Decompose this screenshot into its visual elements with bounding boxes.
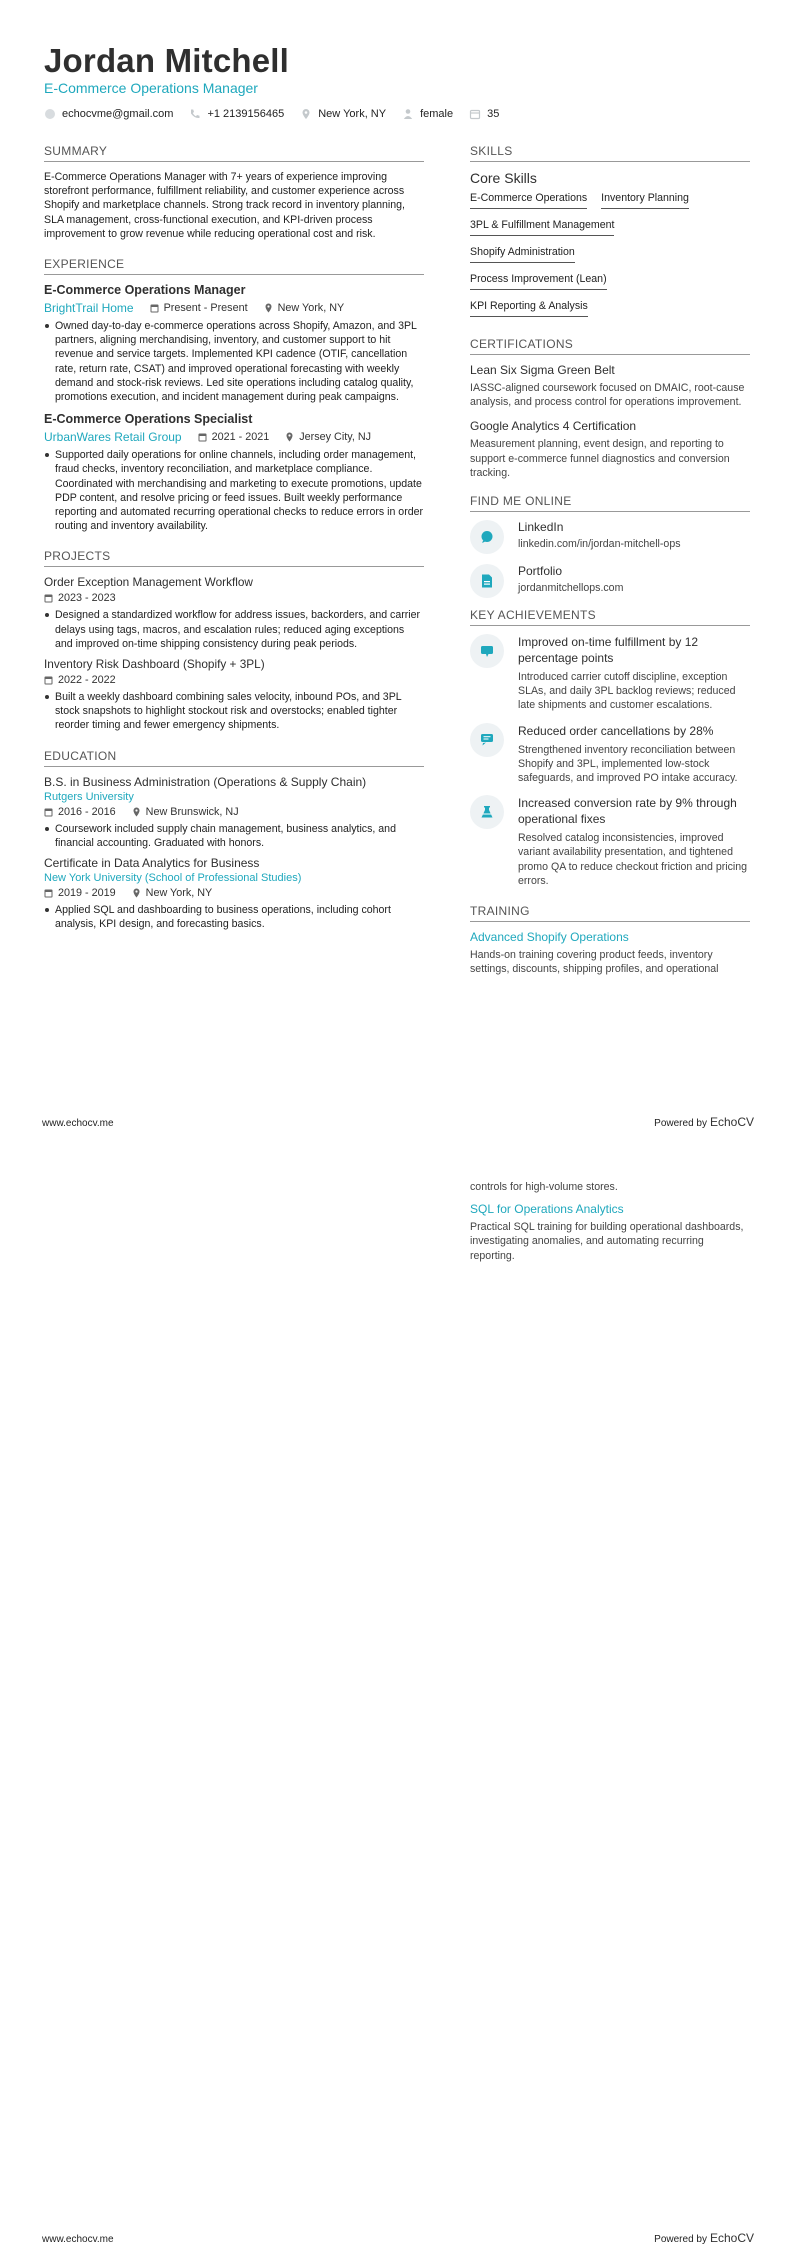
- education-bullet: Applied SQL and dashboarding to business operations, including cohort analysis, KPI design, and forecasting basics.: [44, 903, 424, 931]
- contact-phone-text: +1 2139156465: [207, 108, 285, 120]
- contact-age: [469, 108, 499, 120]
- left-column: [44, 144, 424, 931]
- education-dates: [44, 806, 116, 818]
- job-location-text: New York, NY: [277, 302, 345, 315]
- training-desc: Hands-on training covering product feeds, inventory settings, discounts, shipping profiles, and operational: [470, 949, 719, 976]
- education-heading: EDUCATION: [44, 749, 424, 767]
- education-bullets: [44, 822, 424, 850]
- candidate-role: E-Commerce Operations Manager: [44, 80, 258, 96]
- experience-heading: EXPERIENCE: [44, 257, 424, 275]
- find-me-heading: FIND ME ONLINE: [470, 494, 750, 512]
- job-dates: [198, 431, 270, 443]
- achievement-title: Reduced order cancellations by 28%: [518, 723, 714, 738]
- cert-desc: Measurement planning, event design, and reporting to support e-commerce funnel diagnostics and conversion tracking.: [470, 438, 730, 479]
- skills-tags: [470, 192, 750, 327]
- contact-email[interactable]: [44, 108, 173, 120]
- education-section: [44, 749, 424, 932]
- projects-heading: PROJECTS: [44, 549, 424, 567]
- cert-desc: IASSC-aligned coursework focused on DMAIC, root-cause analysis, and process control for operations improvement.: [470, 382, 745, 409]
- company-name: UrbanWares Retail Group: [44, 430, 182, 445]
- location-pin-icon: [285, 432, 294, 442]
- skills-heading: SKILLS: [470, 144, 750, 162]
- achievement-item: [470, 795, 750, 888]
- degree-title: B.S. in Business Administration (Operations & Supply Chain): [44, 774, 367, 789]
- job-location: [264, 302, 345, 314]
- contact-age-text: 35: [487, 108, 500, 120]
- achievement-title: Increased conversion rate by 9% through operational fixes: [518, 796, 737, 827]
- project-title: Order Exception Management Workflow: [44, 575, 253, 590]
- training-desc-continued: controls for high-volume stores.: [470, 1181, 618, 1193]
- experience-item: [44, 283, 424, 404]
- project-dates: [44, 592, 116, 604]
- skill-tag: Process Improvement (Lean): [470, 273, 607, 290]
- message-lines-icon: [470, 723, 504, 757]
- skill-tag: E-Commerce Operations: [470, 192, 587, 209]
- job-title: E-Commerce Operations Specialist: [44, 412, 253, 427]
- skill-tag: Shopify Administration: [470, 246, 575, 263]
- email-icon: [44, 108, 56, 120]
- project-bullets: [44, 608, 424, 651]
- education-meta: [44, 806, 424, 818]
- achievement-item: [470, 723, 750, 786]
- education-dates-text: 2019 - 2019: [58, 887, 116, 900]
- skills-section: [470, 144, 750, 327]
- project-dates-text: 2022 - 2022: [58, 674, 116, 687]
- training-section: [470, 904, 750, 976]
- job-dates-text: 2021 - 2021: [211, 431, 270, 444]
- education-dates-text: 2016 - 2016: [58, 805, 116, 818]
- job-title: E-Commerce Operations Manager: [44, 283, 246, 298]
- summary-section: [44, 144, 424, 241]
- projects-section: [44, 549, 424, 732]
- contact-bar: [44, 108, 515, 120]
- contact-gender: [402, 108, 453, 120]
- find-me-label: Portfolio: [518, 564, 563, 579]
- education-dates: [44, 887, 116, 899]
- project-meta: [44, 674, 424, 686]
- education-location-text: New Brunswick, NJ: [145, 805, 239, 818]
- contact-email-text: echocvme@gmail.com: [62, 108, 174, 120]
- resume-page-2: [0, 1130, 794, 2246]
- achievement-desc: Introduced carrier cutoff discipline, exception SLAs, and daily 3PL backlog reviews; reduced late shipments and customer escalations.: [518, 671, 736, 712]
- cert-name: Google Analytics 4 Certification: [470, 419, 637, 434]
- achievement-item: [470, 634, 750, 713]
- job-meta: [44, 430, 424, 444]
- footer-site[interactable]: www.echocv.me: [42, 1118, 114, 1129]
- location-pin-icon: [300, 108, 312, 120]
- find-me-portfolio[interactable]: [470, 564, 750, 598]
- calendar-icon: [44, 888, 53, 898]
- education-item: [44, 775, 424, 850]
- contact-location-text: New York, NY: [318, 108, 387, 120]
- find-me-linkedin[interactable]: [470, 520, 750, 554]
- page-footer: [42, 2231, 754, 2245]
- school-name: Rutgers University: [44, 790, 134, 803]
- education-location: [132, 887, 213, 899]
- calendar-icon: [150, 303, 159, 313]
- footer-powered-text: Powered by: [654, 2234, 707, 2245]
- calendar-icon: [44, 593, 53, 603]
- job-bullets: [44, 319, 424, 404]
- contact-gender-text: female: [420, 108, 454, 120]
- flask-icon: [470, 795, 504, 829]
- education-bullets: [44, 903, 424, 931]
- certifications-heading: CERTIFICATIONS: [470, 337, 750, 355]
- calendar-icon: [44, 675, 53, 685]
- training-heading: TRAINING: [470, 904, 750, 922]
- find-me-url[interactable]: linkedin.com/in/jordan-mitchell-ops: [518, 538, 681, 551]
- skills-group-title: Core Skills: [470, 170, 537, 186]
- document-icon: [470, 564, 504, 598]
- footer-brand: EchoCV: [709, 1115, 754, 1129]
- cert-name: Lean Six Sigma Green Belt: [470, 363, 615, 377]
- training-desc: Practical SQL training for building operational dashboards, investigating anomalies, and automating recurring reporting.: [470, 1221, 744, 1262]
- find-me-section: [470, 494, 750, 598]
- message-icon: [470, 634, 504, 668]
- project-bullets: [44, 690, 424, 733]
- education-location: [132, 806, 239, 818]
- candidate-name: Jordan Mitchell: [44, 42, 290, 79]
- project-bullet: Designed a standardized workflow for address issues, backorders, and carrier delays using tags, macros, and escalation rules; reduced aging exceptions and improved on-time shipping consistency during peak periods.: [44, 608, 424, 651]
- calendar-icon: [198, 432, 207, 442]
- contact-phone[interactable]: [189, 108, 284, 120]
- experience-item: [44, 412, 424, 533]
- achievement-desc: Resolved catalog inconsistencies, improved variant availability presentation, and tightened promo QA to reduce checkout friction and pricing errors.: [518, 832, 748, 887]
- project-item: [44, 575, 424, 651]
- summary-text: E-Commerce Operations Manager with 7+ years of experience improving storefront performance, fulfillment reliability, and customer experience across Shopify and marketplace channels. Strong track record in inventory planning, SLA management, cross-functional execution, and KPI-driven process improvement to grow revenue while reducing operational cost and risk.: [44, 171, 405, 240]
- project-dates: [44, 674, 116, 686]
- location-pin-icon: [132, 807, 141, 817]
- calendar-icon: [469, 108, 481, 120]
- calendar-icon: [44, 807, 53, 817]
- location-pin-icon: [132, 888, 141, 898]
- right-column: [470, 144, 750, 976]
- skill-tag: Inventory Planning: [601, 192, 689, 209]
- skill-tag: 3PL & Fulfillment Management: [470, 219, 614, 236]
- education-item: [44, 856, 424, 931]
- page-footer: [42, 1115, 754, 1129]
- training-title: SQL for Operations Analytics: [470, 1202, 624, 1217]
- job-location-text: Jersey City, NJ: [299, 431, 372, 444]
- job-bullet: Owned day-to-day e-commerce operations across Shopify, Amazon, and 3PL partners, aligning merchandising, inventory, and customer support to hit revenue and service targets. Implemented KPI cadence (OTIF, cancellation rate, return rate, CSAT) and improved operational forecasting with weekly demand and stock-risk reviews. Led site operations including catalog quality, promotions execution, and incident management during peak campaigns.: [44, 319, 424, 404]
- degree-title: Certificate in Data Analytics for Business: [44, 856, 260, 871]
- experience-section: [44, 257, 424, 533]
- footer-powered: [654, 1115, 754, 1129]
- school-name: New York University (School of Professional Studies): [44, 872, 302, 885]
- right-column-continued: [470, 1180, 750, 1263]
- company-name: BrightTrail Home: [44, 301, 134, 316]
- find-me-url[interactable]: jordanmitchellops.com: [518, 582, 624, 595]
- job-dates: [150, 302, 248, 314]
- certifications-section: [470, 337, 750, 480]
- project-item: [44, 657, 424, 733]
- training-title: Advanced Shopify Operations: [470, 930, 629, 945]
- job-location: [285, 431, 371, 443]
- project-title: Inventory Risk Dashboard (Shopify + 3PL): [44, 657, 265, 672]
- footer-powered: [654, 2231, 754, 2245]
- achievements-heading: KEY ACHIEVEMENTS: [470, 608, 750, 626]
- footer-brand: EchoCV: [709, 2231, 754, 2245]
- phone-icon: [189, 108, 201, 120]
- education-location-text: New York, NY: [145, 887, 213, 900]
- project-dates-text: 2023 - 2023: [58, 592, 116, 605]
- achievements-section: [470, 608, 750, 888]
- achievement-title: Improved on-time fulfillment by 12 percentage points: [518, 635, 699, 666]
- project-bullet: Built a weekly dashboard combining sales velocity, inbound POs, and 3PL stock snapshots to highlight stockout risk and overstocks; enabled tighter reorder timing and fewer emergency shipments.: [44, 690, 424, 733]
- education-meta: [44, 887, 424, 899]
- summary-heading: SUMMARY: [44, 144, 424, 162]
- person-icon: [402, 108, 414, 120]
- achievement-desc: Strengthened inventory reconciliation between Shopify and 3PL, implemented low-stock safeguards, and improved PO intake accuracy.: [518, 743, 738, 785]
- education-bullet: Coursework included supply chain management, business analytics, and financial accounting. Graduated with honors.: [44, 822, 424, 850]
- job-bullet: Supported daily operations for online channels, including order management, fraud checks, inventory reconciliation, and marketplace compliance. Coordinated with merchandising and marketing to execute promotions, update PDP content, and resolve pricing or feed issues. Built weekly performance reporting and automated recurring operational checks to reduce errors in order routing and inventory availability.: [44, 448, 424, 533]
- skill-tag: KPI Reporting & Analysis: [470, 300, 588, 317]
- find-me-label: LinkedIn: [518, 520, 564, 535]
- location-pin-icon: [264, 303, 273, 313]
- contact-location: [300, 108, 386, 120]
- job-meta: [44, 301, 424, 315]
- footer-powered-text: Powered by: [654, 1118, 707, 1129]
- job-bullets: [44, 448, 424, 533]
- chat-bubble-icon: [470, 520, 504, 554]
- job-dates-text: Present - Present: [163, 302, 248, 315]
- footer-site[interactable]: www.echocv.me: [42, 2234, 114, 2245]
- project-meta: [44, 592, 424, 604]
